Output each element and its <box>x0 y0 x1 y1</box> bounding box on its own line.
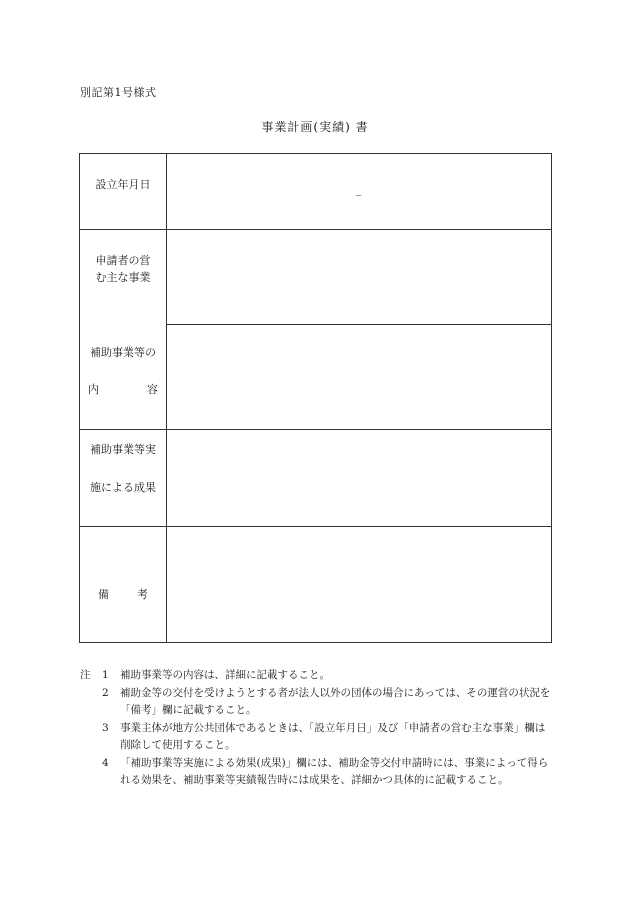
note-number: 2 <box>102 686 109 699</box>
note-number: 1 <box>102 669 109 681</box>
project-content-label-char1: 内 <box>88 383 99 396</box>
project-content-label-line2 <box>80 381 166 398</box>
note-number: 3 <box>102 721 109 734</box>
note-item <box>80 755 555 790</box>
project-result-value[interactable] <box>166 430 551 526</box>
notes-section <box>80 667 555 790</box>
note-text: 「補助事業等実施による効果(成果)」欄には、補助金等交付申請時には、事業によって得られる効果を、補助事業等実績報告時には成果を、詳細かつ具体的に記載すること。 <box>120 756 549 786</box>
notes-heading: 注 <box>80 669 91 681</box>
establishment-date-value[interactable]: _ <box>355 183 362 196</box>
note-item <box>80 667 555 685</box>
project-content-label-char2: 容 <box>147 383 158 396</box>
business-plan-table <box>79 153 552 643</box>
project-content-label <box>80 344 166 398</box>
note-number: 4 <box>102 756 109 769</box>
remarks-label-char1: 備 <box>98 588 109 601</box>
note-item <box>80 720 555 755</box>
document-title: 事業計画(実績) 書 <box>261 120 369 134</box>
note-text: 補助事業等の内容は、詳細に記載すること。 <box>120 669 330 681</box>
project-result-label-line2: 施による成果 <box>90 481 156 494</box>
main-business-value[interactable] <box>166 230 551 324</box>
form-number-label: 別記第1号様式 <box>80 86 157 99</box>
main-business-label-line1: 申請者の営 <box>95 254 151 267</box>
remarks-value[interactable] <box>166 527 551 643</box>
project-result-label-line1: 補助事業等実 <box>90 443 156 456</box>
project-content-value[interactable] <box>166 325 551 429</box>
note-text: 補助金等の交付を受けようとする者が法人以外の団体の場合にあっては、その運営の状況を「備考」欄に記載すること。 <box>120 686 551 716</box>
main-business-label <box>80 252 166 286</box>
establishment-date-label: 設立年月日 <box>95 178 151 191</box>
note-item <box>80 685 555 720</box>
main-business-label-line2: む主な事業 <box>95 271 151 284</box>
project-content-label-line1: 補助事業等の <box>90 346 156 359</box>
remarks-label-char2: 考 <box>137 588 148 601</box>
note-text: 事業主体が地方公共団体であるときは、「設立年月日」及び「申請者の営む主な事業」欄は削除して使用すること。 <box>120 721 546 751</box>
project-result-label <box>80 441 166 496</box>
remarks-label <box>80 586 166 603</box>
